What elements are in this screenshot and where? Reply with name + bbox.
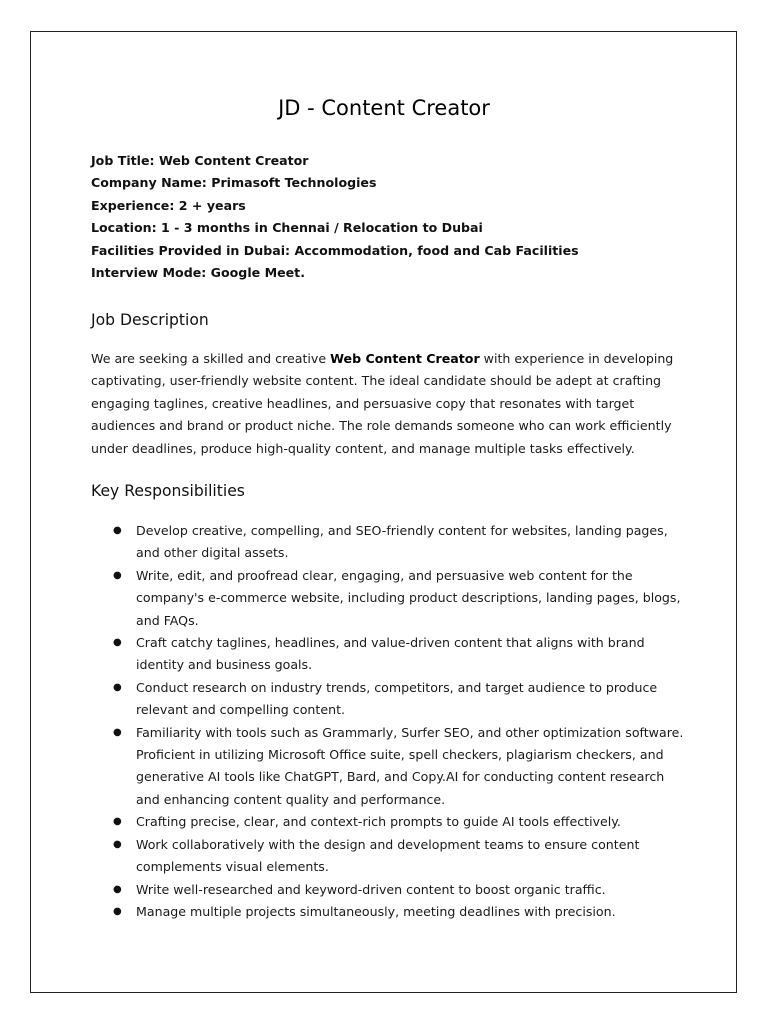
meta-experience: Experience: 2 + years [91, 197, 246, 213]
list-item [91, 901, 691, 923]
list-item [91, 565, 691, 632]
bullet-icon: ● [113, 816, 122, 828]
list-item-text: Work collaboratively with the design and development teams to ensure content complements visual elements. [136, 836, 640, 875]
list-item-text: Conduct research on industry trends, competitors, and target audience to produce relevant and compelling content. [136, 679, 658, 718]
bullet-icon: ● [113, 726, 122, 738]
key-responsibilities-heading: Key Responsibilities [91, 482, 245, 500]
list-item [91, 811, 691, 833]
list-item-text: Write well-researched and keyword-driven content to boost organic traffic. [136, 881, 606, 897]
meta-job-title: Job Title: Web Content Creator [91, 153, 309, 168]
list-item [91, 834, 691, 879]
job-description-paragraph [91, 348, 691, 460]
meta-interview-mode: Interview Mode: Google Meet. [91, 265, 305, 281]
bullet-icon: ● [113, 637, 122, 649]
bullet-icon: ● [113, 905, 122, 917]
list-item [91, 677, 691, 722]
list-item [91, 722, 691, 812]
bullet-icon: ● [113, 883, 122, 895]
bullet-icon: ● [113, 681, 122, 693]
list-item-text: Craft catchy taglines, headlines, and value-driven content that aligns with brand identity and business goals. [136, 635, 645, 673]
meta-facilities: Facilities Provided in Dubai: Accommodation, food and Cab Facilities [91, 242, 579, 258]
bullet-icon: ● [113, 838, 122, 850]
list-item [91, 632, 691, 677]
list-item [91, 879, 691, 901]
list-item-text: Crafting precise, clear, and context-rich prompts to guide AI tools effectively. [136, 814, 621, 830]
desc-text-after: with experience in developing captivating, user-friendly website content. The ideal candidate should be adept at crafting engaging taglines, creative headlines, and persuasive copy that resonates with target audiences and brand or product niche. The role demands someone who can work efficiently under deadlines, produce high-quality content, and manage multiple tasks effectively. [91, 351, 674, 456]
job-description-heading: Job Description [91, 311, 209, 329]
job-meta-block [91, 150, 691, 284]
list-item-text: Write, edit, and proofread clear, engaging, and persuasive web content for the company's e-commerce website, including product descriptions, landing pages, blogs, and FAQs. [136, 567, 681, 628]
desc-text-before: We are seeking a skilled and creative [91, 351, 331, 366]
bullet-icon: ● [113, 525, 122, 536]
document-title: JD - Content Creator [278, 96, 490, 120]
list-item-text: Manage multiple projects simultaneously, meeting deadlines with precision. [136, 903, 616, 919]
list-item-text: Familiarity with tools such as Grammarly, Surfer SEO, and other optimization software. Proficient in utilizing Microsoft Office suite, spell checkers, plagiarism checkers, and generative AI tools like ChatGPT, Bard, and Copy.AI for conducting content research and enhancing content quality and performance. [136, 724, 684, 807]
bullet-icon: ● [113, 569, 122, 581]
responsibilities-list [91, 520, 691, 923]
desc-text-bold: Web Content Creator [330, 351, 480, 366]
meta-location: Location: 1 - 3 months in Chennai / Relocation to Dubai [91, 220, 483, 236]
meta-company-name: Company Name: Primasoft Technologies [91, 175, 377, 191]
list-item [91, 520, 691, 565]
list-item-text: Develop creative, compelling, and SEO-friendly content for websites, landing pages, and other digital assets. [136, 523, 668, 561]
